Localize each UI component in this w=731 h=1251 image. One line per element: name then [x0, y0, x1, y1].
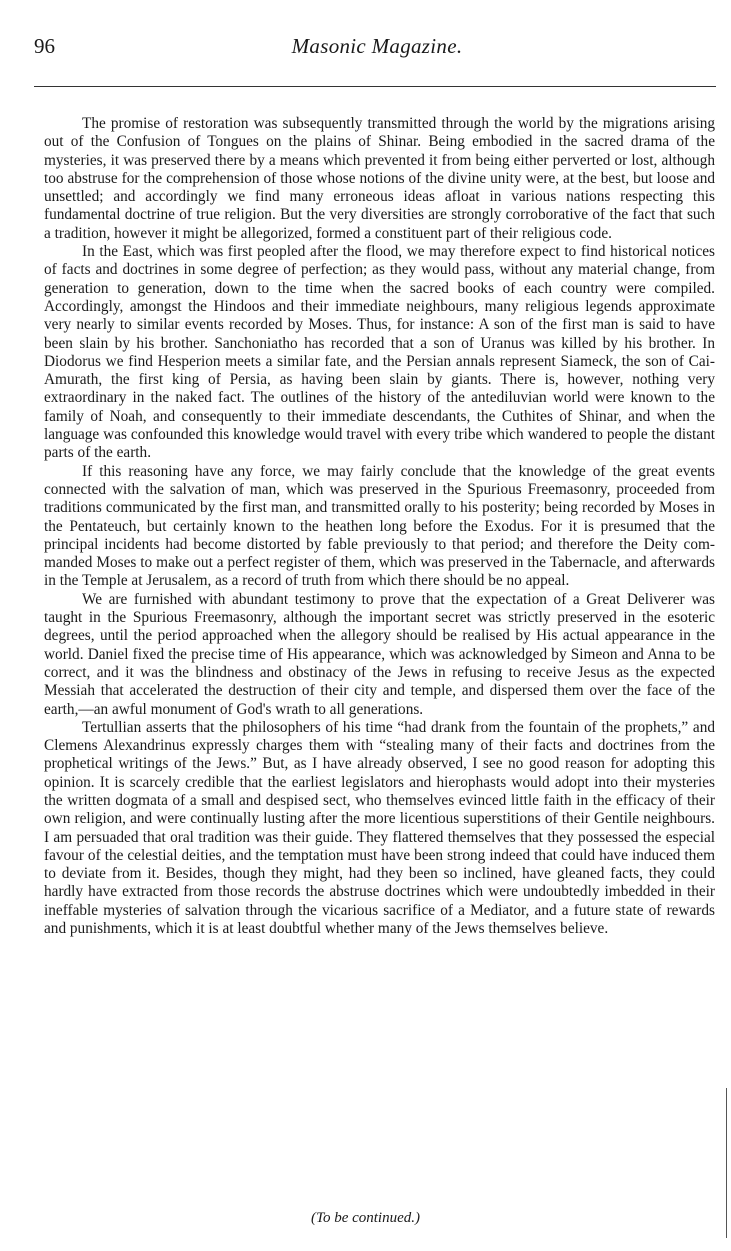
continued-note: (To be continued.): [310, 1210, 420, 1226]
header-rule: [34, 86, 716, 87]
running-head: Masonic Magazine.: [291, 34, 463, 58]
paragraph: In the East, which was first peopled after the flood, we may therefore expect to find historical notices of facts and doctrines in some degree of perfection; as they would pass, without any material change, from generation to generation, down to the time when the sacred books of each country were compiled. Accordingly, amongst the Hindoos and their immediate neighbours, many religious legends approximate very nearly to similar events recorded by Moses. Thus, for instance: A son of the first man is said to have been slain by his brother. Sanchoniatho has recorded that a son of Uranus was killed by his brother. In Diodorus we find Hesperion meets a similar fate, and the Persian annals represent Siameck, the son of Cai-Amurath, the first king of Persia, as having been slain by giants. There is, however, nothing very extraordinary in the naked fact. The outlines of the history of the antediluvian world were known to the family of Noah, and consequently to their immediate descendants, the Cuthites of Shinar, and when the language was confounded this knowledge would travel with every tribe which wandered to people the distant parts of the earth.: [44, 243, 715, 462]
paragraph: The promise of restoration was subsequently transmitted through the world by the migrations arising out of the Confusion of Tongues on the plains of Shinar. Being embodied in the sacred drama of the mysteries, it was preserved there by a means which prevented it from being either perverted or lost, although too abstruse for the comprehension of those whose notions of the divine unity were, at the best, but loose and unsettled; and accordingly we find many erroneous ideas afloat in various nations respecting this fundamental doctrine of true religion. But the very diversities are strongly corroborative of the fact that such a tradition, however it might be allegorized, formed a constituent part of their religious code.: [44, 115, 715, 242]
page-number: 96: [34, 34, 55, 58]
paragraph: If this reasoning have any force, we may fairly conclude that the knowledge of the great events connected with the salvation of man, which was preserved in the Spurious Freemasonry, proceeded from traditions communicated by the first man, and transmitted orally to his posterity; being recorded by Moses in the Pentateuch, but certainly known to the heathen long before the Exodus. For it is presumed that the principal incidents had become distorted by fable previously to that period; and therefore the Deity commanded Moses to make out a perfect register of them, which was preserved in the Tabernacle, and afterwards in the Temple at Jerusalem, as a record of truth from which there should be no appeal.: [44, 462, 715, 590]
page-header: [34, 34, 720, 74]
paragraph: Tertullian asserts that the philosophers of his time “had drank from the fountain of the prophets,” and Clemens Alexandrinus expressly charges them with “stealing many of their facts and doctrines from the prophetical writings of the Jews.” But, as I have already observed, I see no good reason for adopting this opinion. It is scarcely credible that the earliest legislators and hierophasts would adopt into their mysteries the written dogmata of a small and despised sect, who themselves evinced little faith in the efficacy of their own religion, and were continually lusting after the more licentious superstitions of their Gentile neighbours. I am persuaded that oral tradition was their guide. They flattered themselves that they possessed the especial favour of the celestial deities, and the temptation must have been strong indeed that could have induced them to deviate from it. Besides, though they might, had they been so inclined, have gleaned facts, they could hardly have extracted from those records the abstruse doctrines which were undoubtedly imbedded in their ineffable mysteries of salvation through the vicarious sacrifice of a Mediator, and a future state of rewards and punishments, which it is at least doubtful whether many of the Jews themselves believe.: [44, 718, 715, 938]
article-body: [44, 115, 715, 938]
paragraph: We are furnished with abundant testimony to prove that the expectation of a Great Deliverer was taught in the Spurious Freemasonry, although the important secret was strictly preserved in the esoteric degrees, until the period approached when the allegory should be realised by His actual appearance in the world. Daniel fixed the precise time of His appearance, which was acknowledged by Simeon and Anna to be correct, and it was the blindness and obstinacy of the Jews in refusing to receive Jesus as the expected Messiah that accelerated the destruction of their city and temple, and dispersed them over the face of the earth,—an awful monument of God's wrath to all generations.: [44, 590, 715, 718]
page-edge-line: [726, 1088, 727, 1238]
